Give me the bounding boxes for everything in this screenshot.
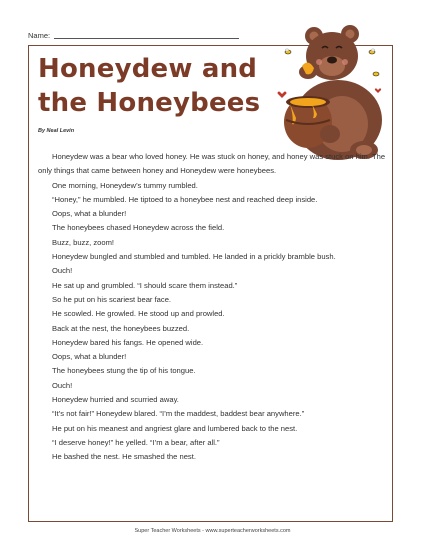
story-paragraph: Honeydew bared his fangs. He opened wide.	[52, 337, 204, 347]
story-text	[38, 150, 386, 465]
name-label: Name:	[28, 31, 51, 40]
story-paragraph: He sat up and grumbled. “I should scare them instead.”	[52, 280, 238, 290]
footer-credit: Super Teacher Worksheets - www.superteacherworksheets.com	[134, 528, 291, 534]
story-paragraph: Honeydew hurried and scurried away.	[52, 395, 179, 405]
byline: By Neal Levin	[38, 128, 75, 134]
story-paragraph: Honeydew bungled and stumbled and tumbled. He landed in a prickly bramble bush.	[52, 252, 336, 262]
story-paragraph: “It’s not fair!” Honeydew blared. “I’m the maddest, baddest bear anywhere.”	[52, 409, 305, 419]
title-line-2: the Honeybees	[38, 88, 261, 118]
story-paragraph: The honeybees chased Honeydew across the field.	[52, 223, 225, 233]
story-paragraph: Buzz, buzz, zoom!	[52, 237, 115, 247]
story-paragraph: “Honey,” he mumbled. He tiptoed to a honeybee nest and reached deep inside.	[52, 194, 318, 204]
story-paragraph: He bashed the nest. He smashed the nest.	[52, 452, 196, 462]
story-paragraph: One morning, Honeydew’s tummy rumbled.	[52, 180, 198, 190]
story-paragraph: Ouch!	[52, 266, 73, 276]
story-paragraph: Ouch!	[52, 380, 73, 390]
story-paragraph: “I deserve honey!” he yelled. “I’m a bear, after all.”	[52, 437, 220, 447]
story-title	[38, 52, 278, 120]
story-paragraph: Honeydew was a bear who loved honey. He was stuck on honey, and honey was stuck on him. The only things that came between honey and Honeydew were honeybees.	[38, 152, 386, 176]
story-paragraph: He scowled. He growled. He stood up and prowled.	[52, 309, 225, 319]
story-paragraph: Oops, what a blunder!	[52, 209, 127, 219]
bear-with-honey-pot-illustration	[272, 22, 392, 162]
story-paragraph: He put on his meanest and angriest glare and lumbered back to the nest.	[52, 423, 298, 433]
story-paragraph: Oops, what a blunder!	[52, 352, 127, 362]
title-line-1: Honeydew and	[38, 54, 258, 84]
name-blank-line[interactable]	[54, 38, 239, 39]
name-field	[28, 31, 239, 40]
story-paragraph: The honeybees stung the tip of his tongue.	[52, 366, 196, 376]
story-paragraph: So he put on his scariest bear face.	[52, 294, 172, 304]
story-paragraph: Back at the nest, the honeybees buzzed.	[52, 323, 190, 333]
